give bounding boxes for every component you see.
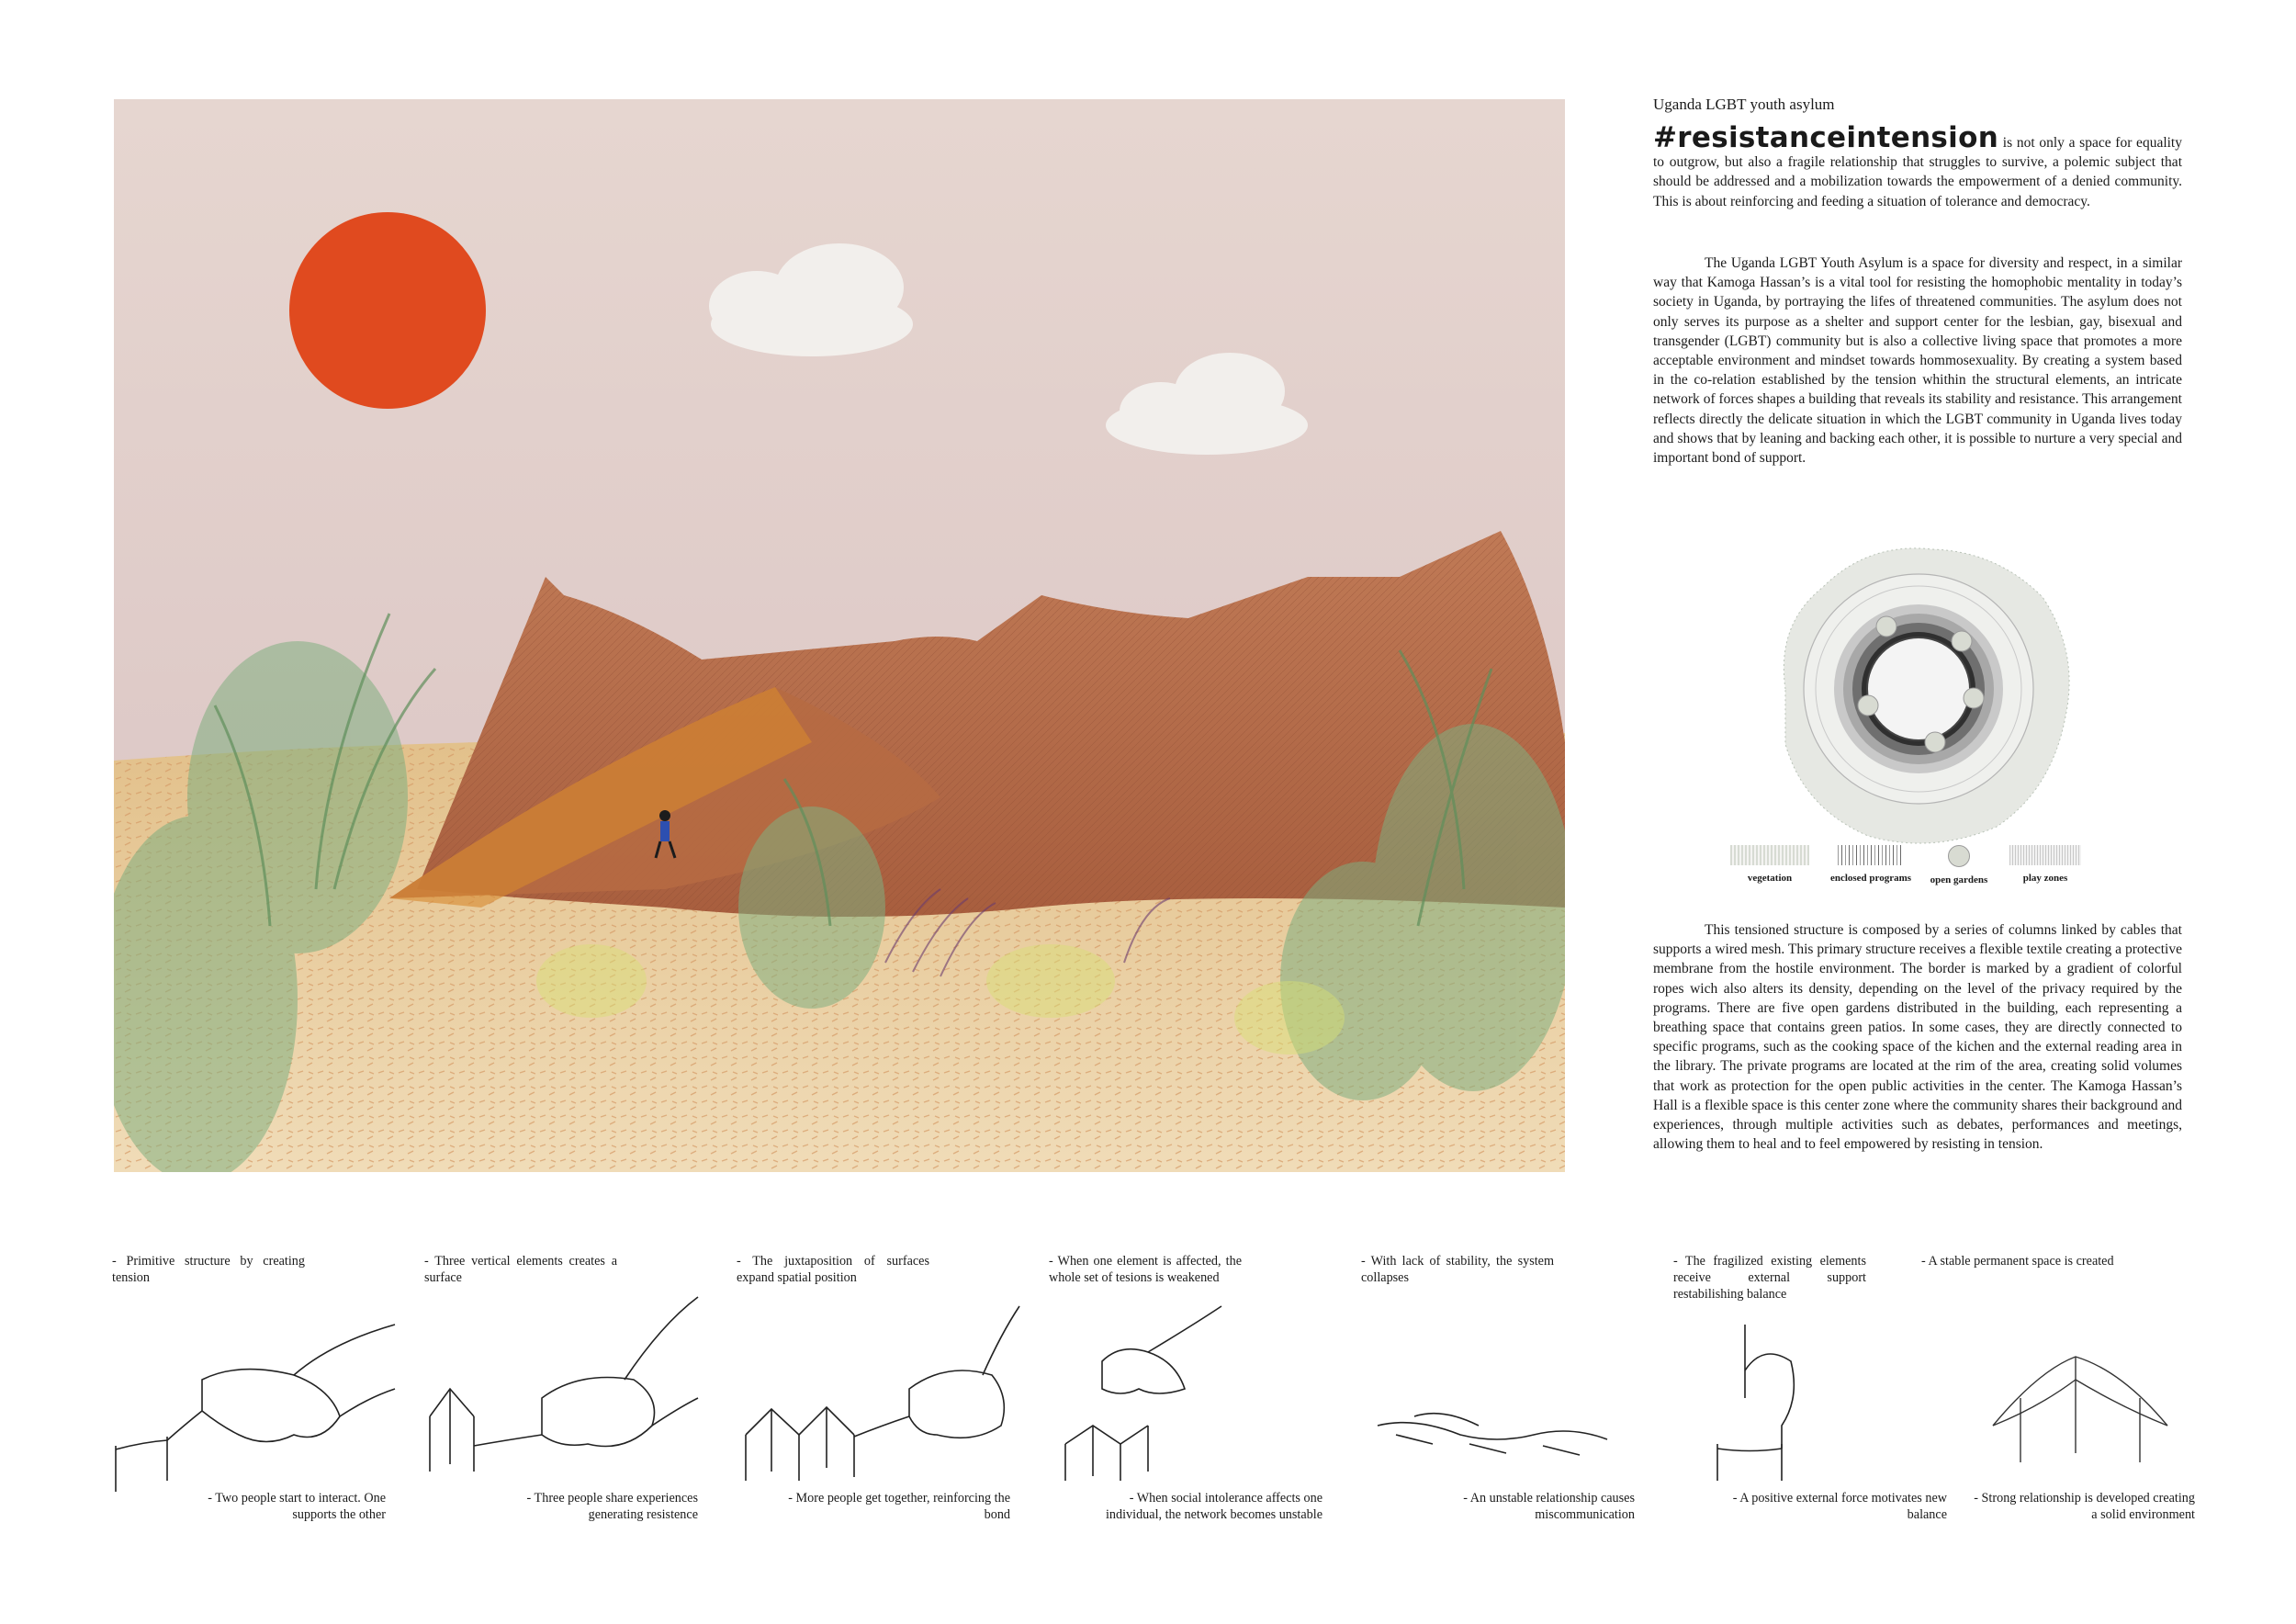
step-caption-bottom: - An unstable relationship causes miscommunication xyxy=(1463,1491,1635,1522)
enclosed-programs-swatch xyxy=(1838,845,1904,865)
sun xyxy=(289,212,486,409)
step-caption-top: - When one element is affected, the whole set of tesions is weakened xyxy=(1049,1254,1242,1285)
intro-text: is not only a space for equality to outgrow, but also a fragile relationship that struggles to survive, a polemic subject that should be addressed and a mobilization towards the empowerment of a denied community. This is about reinforcing and feeding a situation of tolerance and democracy. xyxy=(1653,135,2182,209)
project-title: Uganda LGBT youth asylum xyxy=(1653,96,1835,113)
step-2 xyxy=(422,1251,698,1582)
hand-sketch-3 xyxy=(735,1288,1019,1481)
step-caption-bottom: - More people get together, reinforcing the bond xyxy=(788,1491,1010,1522)
legend-open-gardens: open gardens xyxy=(1918,845,2000,885)
structure-paragraph: This tensioned structure is composed by a series of columns linked by cables that supports a wired mesh. This primary structure receives a flexible textile creating a protective membrane from the hostile environment. The border is marked by a gradient of colorful ropes wich also alters its density, depending on the level of the privacy required by the programs. There are five open gardens distributed in the building, each representing a breathing space that contains green patios. In some cases, they are directly connected to specific programs, such as the cooking space of the kichen and the external reading area in the library. The private programs are located at the rim of the area, creating solid volumes that work as protection for the open public activities in the center. The Kamoga Hassan’s Hall is a flexible space is this center zone where the community shares their background and experiences, through multiple activities such as debates, performances and meetings, allowing them to heal and to feel empowered by resisting in tension. xyxy=(1653,922,2182,1153)
step-caption-top: - With lack of stability, the system collapses xyxy=(1361,1254,1554,1285)
play-zones-swatch xyxy=(2009,845,2081,865)
step-3 xyxy=(735,1251,1010,1582)
step-4 xyxy=(1047,1251,1322,1582)
step-caption-bottom: - Two people start to interact. One supports the other xyxy=(208,1491,386,1522)
step-caption-top: - The fragilized existing elements receive external support restabilishing balance xyxy=(1673,1254,1866,1302)
step-caption-bottom: - A positive external force motivates new balance xyxy=(1732,1491,1947,1522)
step-caption-top: - A stable permanent space is created xyxy=(1921,1254,2114,1269)
step-caption-bottom: - When social intolerance affects one individual, the network becomes unstable xyxy=(1105,1491,1322,1522)
hand-sketch-5 xyxy=(1359,1288,1644,1481)
asylum-render xyxy=(114,99,1565,1172)
legend-vegetation: vegetation xyxy=(1728,845,1811,884)
intro-paragraph xyxy=(1653,121,2182,211)
legend-enclosed-programs: enclosed programs xyxy=(1829,845,1912,884)
description-paragraph: The Uganda LGBT Youth Asylum is a space for diversity and respect, in a similar way that Kamoga Hassan’s is a vital tool for resisting the homophobic mentality in today’s society in Uganda, by portraying the lifes of threatened communities. The asylum does not only serves its purpose as a shelter and support center for the lesbian, gay, bisexual and transgender (LGBT) community but is also a collective living space that promotes a more acceptable environment and mindset towards hommosexuality. By creating a system based in the co-relation established by the tension whithin the structural elements, an intricate network of forces shapes a building that reveals its stability and resistance. This arrangement reflects directly the delicate situation in which the LGBT community in Uganda lives today and shows that by leaning and backing each other, it is possible to nurture a very special and important bond of support. xyxy=(1653,255,2182,467)
step-caption-top: - Three vertical elements creates a surface xyxy=(424,1254,617,1285)
hand-sketch-2 xyxy=(422,1288,707,1481)
step-caption-bottom: - Strong relationship is developed creating a solid environment xyxy=(1974,1491,2195,1522)
step-caption-top: - Primitive structure by creating tension xyxy=(112,1254,305,1285)
step-1 xyxy=(110,1251,386,1582)
concept-sequence xyxy=(110,1251,2195,1582)
step-6 xyxy=(1671,1251,1947,1582)
step-7 xyxy=(1919,1251,2195,1582)
step-caption-bottom: - Three people share experiences generating resistence xyxy=(526,1491,698,1522)
hand-sketch-1 xyxy=(110,1288,395,1481)
site-plan xyxy=(1749,524,2088,863)
hand-sketch-7 xyxy=(1919,1288,2204,1481)
open-gardens-swatch xyxy=(1948,845,1970,867)
step-caption-top: - The juxtaposition of surfaces expand spatial position xyxy=(737,1254,929,1285)
vegetation-swatch xyxy=(1730,845,1809,865)
legend-play-zones: play zones xyxy=(2004,845,2087,884)
project-hashtag: #resistanceintension xyxy=(1653,121,1999,154)
plan-legend xyxy=(1728,845,2123,891)
hand-sketch-6 xyxy=(1671,1288,1956,1481)
hand-sketch-4 xyxy=(1047,1288,1332,1481)
step-5 xyxy=(1359,1251,1635,1582)
